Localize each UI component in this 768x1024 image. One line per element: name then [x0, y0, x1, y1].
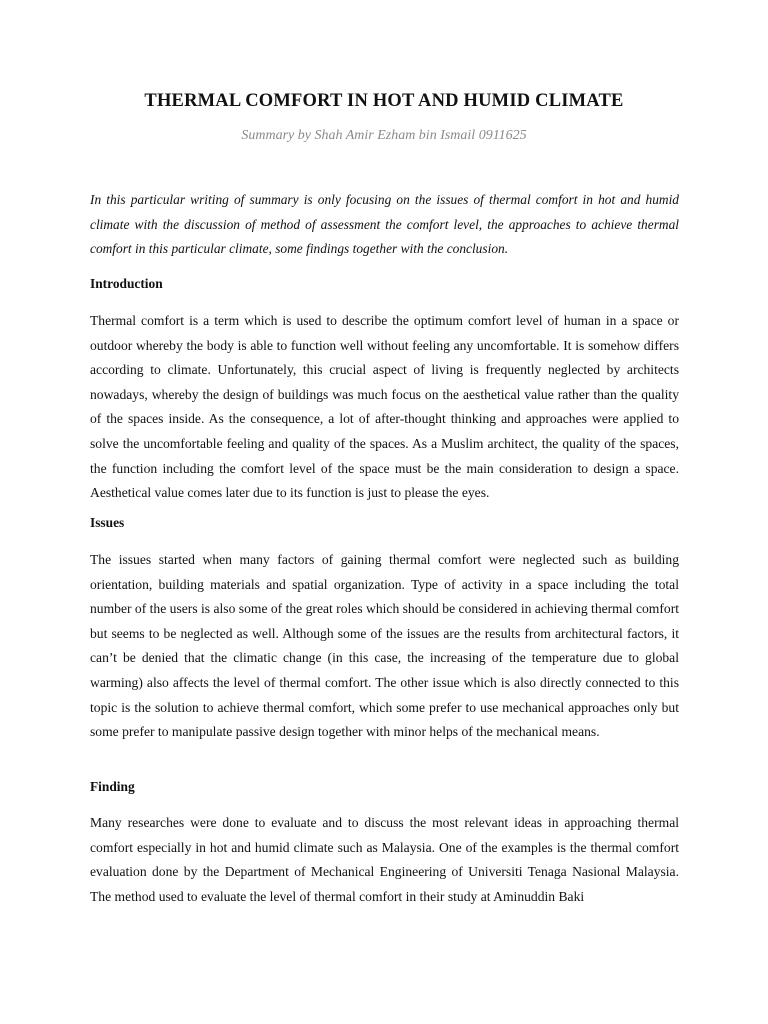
section-heading-finding: Finding — [90, 779, 135, 794]
section-body-issues: The issues started when many factors of gaining thermal comfort were neglected such as building orientation, building materials and spatial organization. Type of activity in a space including the total number of the users is also some of the great roles which should be considered in achieving thermal comfort but seems to be neglected as well. Although some of the issues are the results from architectural factors, it can’t be denied that the climatic change (in this case, the increasing of the temperature due to global warming) also affects the level of thermal comfort. The other issue which is also directly connected to this topic is the solution to achieve thermal comfort, which some prefer to use mechanical approaches only but some prefer to manipulate passive design together with minor helps of the mechanical means. — [90, 552, 679, 740]
section-heading-issues: Issues — [90, 515, 125, 530]
section-heading-introduction: Introduction — [90, 276, 163, 291]
document-title: THERMAL COMFORT IN HOT AND HUMID CLIMATE — [144, 91, 624, 111]
section-body-introduction: Thermal comfort is a term which is used to describe the optimum comfort level of human in a space or outdoor whereby the body is able to function well without feeling any uncomfortable. It is somehow differs according to climate. Unfortunately, this crucial aspect of living is frequently neglected by architects nowadays, whereby the design of buildings was much focus on the aesthetical value rather than the quality of the spaces inside. As the consequence, a lot of after-thought thinking and approaches were applied to solve the uncomfortable feeling and quality of the spaces. As a Muslim architect, the quality of the spaces, the function including the comfort level of the space must be the main consideration to design a space. Aesthetical value comes later due to its function is just to please the eyes. — [90, 313, 679, 501]
abstract-paragraph: In this particular writing of summary is only focusing on the issues of thermal comfort in hot and humid climate with the discussion of method of assessment the comfort level, the approaches to achieve thermal comfort in this particular climate, some findings together with the conclusion. — [90, 192, 679, 256]
document-subtitle: Summary by Shah Amir Ezham bin Ismail 0911625 — [241, 128, 527, 143]
section-body-finding: Many researches were done to evaluate and to discuss the most relevant ideas in approaching thermal comfort especially in hot and humid climate such as Malaysia. One of the examples is the thermal comfort evaluation done by the Department of Mechanical Engineering of Universiti Tenaga Nasional Malaysia. The method used to evaluate the level of thermal comfort in their study at Aminuddin Baki — [90, 815, 679, 904]
